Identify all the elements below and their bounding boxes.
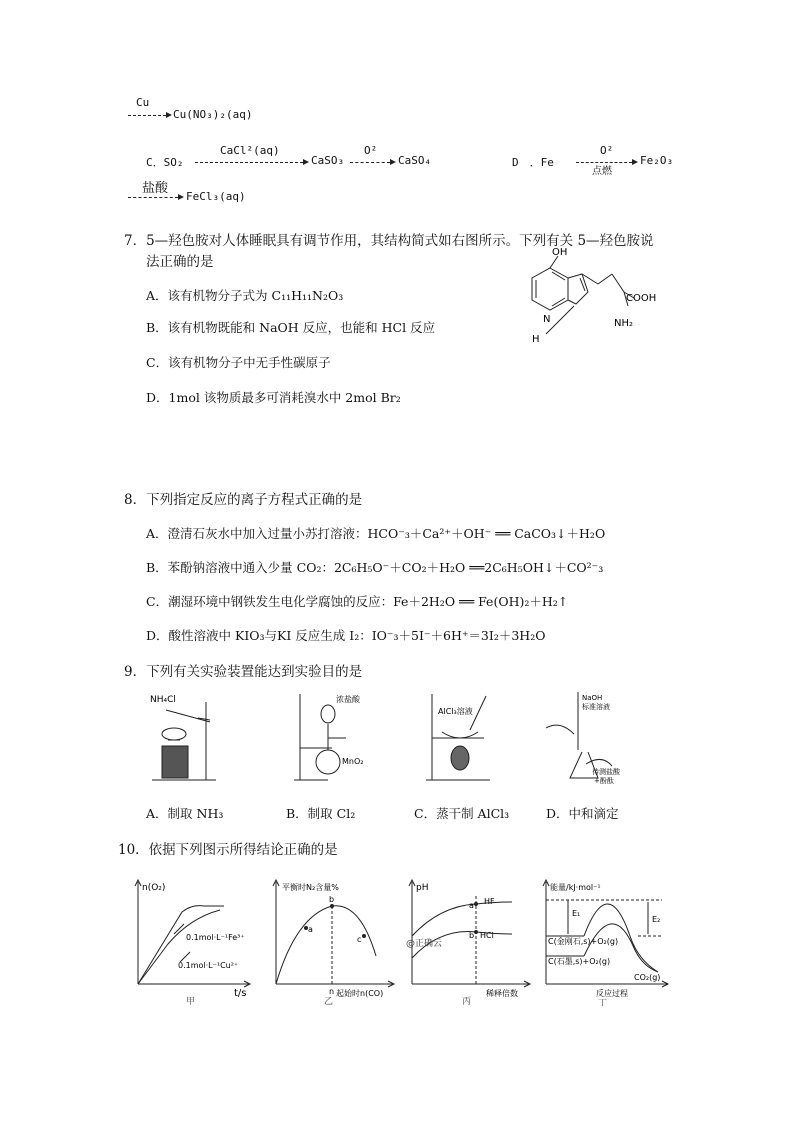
bing-watermark: @正确云 xyxy=(406,939,443,949)
arrow-head xyxy=(632,159,638,165)
apparatus-b-label1: 浓盐酸 xyxy=(336,695,360,704)
q9-caption-a[interactable]: A．制取 NH₃ xyxy=(146,806,224,821)
arrow-line xyxy=(195,162,303,163)
arrow-line xyxy=(128,115,166,116)
bing-curve1-label: HF xyxy=(484,897,495,906)
q6-line1-product: Cu(NO₃)₂(aq) xyxy=(173,108,253,121)
jia-curve2-label: 0.1mol·L⁻¹Cu²⁺ xyxy=(178,961,239,970)
q6-c-product: CaSO₄ xyxy=(398,154,432,167)
q8-option-d[interactable]: D．酸性溶液中 KIO₃与KI 反应生成 I₂：IO⁻₃＋5I⁻＋6H⁺＝3I₂＋3H₂O xyxy=(146,628,546,643)
q7-option-c[interactable]: C．该有机物分子中无手性碳原子 xyxy=(146,355,331,370)
yi-ylabel: 平衡时N₂含量% xyxy=(282,883,339,892)
yi-curve xyxy=(276,906,376,984)
serotonin-structure-figure xyxy=(516,244,676,348)
q9-stem: 9．下列有关实验装置能达到实验目的是 xyxy=(124,664,363,680)
q8-option-b[interactable]: B．苯酚钠溶液中通入少量 CO₂：2C₆H₅O⁻＋CO₂＋H₂O ══2C₆H₅OH↓＋CO²⁻₃ xyxy=(146,560,604,575)
apparatus-a-figure[interactable] xyxy=(148,690,220,786)
bing-point-a: a xyxy=(469,901,474,910)
figure-bing[interactable] xyxy=(400,876,536,1006)
struct-n-label: N xyxy=(543,314,551,325)
struct-nh2-label: NH₂ xyxy=(614,318,634,329)
q6-c-reagent2: O² xyxy=(364,144,378,157)
q8-option-c[interactable]: C．潮湿环境中钢铁发生电化学腐蚀的反应：Fe＋2H₂O ══ Fe(OH)₂＋H₂↑ xyxy=(146,594,569,609)
yi-xlabel: 起始时n(CO) xyxy=(336,989,384,998)
q6-line3-reagent: 盐酸 xyxy=(142,181,169,196)
yi-caption: 乙 xyxy=(324,997,334,1006)
apparatus-c-label: AlCl₃溶液 xyxy=(438,707,473,716)
ding-e2: E₂ xyxy=(652,915,661,924)
apparatus-a-label: NH₄Cl xyxy=(150,695,176,705)
apparatus-d-label1: NaOH xyxy=(582,694,603,702)
struct-cooh-label: COOH xyxy=(626,293,657,304)
q7-option-b[interactable]: B．该有机物既能和 NaOH 反应，也能和 HCl 反应 xyxy=(146,320,436,335)
apparatus-d-figure[interactable] xyxy=(542,690,628,786)
ding-level1: C(金刚石,s)+O₂(g) xyxy=(548,937,619,946)
arrow-head xyxy=(166,112,172,118)
yi-xtick-n: n xyxy=(329,987,335,996)
q7-option-d[interactable]: D．1mol 该物质最多可消耗溴水中 2mol Br₂ xyxy=(146,390,401,405)
q9-caption-b[interactable]: B．制取 Cl₂ xyxy=(286,806,356,821)
struct-oh-label: OH xyxy=(552,247,568,258)
jia-xlabel: t/s xyxy=(234,988,247,999)
figure-ding[interactable] xyxy=(538,876,678,1006)
struct-h-label: H xyxy=(532,334,540,345)
yi-point-a: a xyxy=(308,925,313,934)
ding-caption: 丁 xyxy=(598,999,608,1006)
arrow-line xyxy=(128,197,178,198)
bing-curve2-label: HCl xyxy=(480,931,494,940)
apparatus-b-figure[interactable] xyxy=(288,690,368,786)
bing-point-b: b xyxy=(469,931,475,940)
arrow-head xyxy=(178,194,184,200)
curve-cu2 xyxy=(138,910,220,984)
yi-point-c: c xyxy=(357,935,362,944)
q6-d-reagent-top: O² xyxy=(600,144,614,157)
curve-fe3 xyxy=(138,906,224,984)
q6-d-reagent-bottom: 点燃 xyxy=(592,166,612,177)
ding-level2: C(石墨,s)+O₂(g) xyxy=(548,957,611,966)
jia-curve1-label: 0.1mol·L⁻¹Fe³⁺ xyxy=(186,933,245,942)
q6-c-reagent1: CaCl²(aq) xyxy=(220,144,280,157)
benzene-ring xyxy=(532,268,568,310)
q6-line1-reagent: Cu xyxy=(136,96,150,109)
ding-level3: CO₂(g) xyxy=(634,973,661,982)
q7-stem-line1: 7．5—羟色胺对人体睡眠具有调节作用，其结构简式如右图所示。下列有关 5—羟色胺说 xyxy=(124,233,654,249)
ding-xlabel: 反应过程 xyxy=(596,989,628,998)
bing-caption: 丙 xyxy=(462,997,472,1006)
bing-xlabel: 稀释倍数 xyxy=(486,989,518,998)
apparatus-c-figure[interactable] xyxy=(420,690,500,786)
q8-option-a[interactable]: A．澄清石灰水中加入过量小苏打溶液：HCO⁻₃＋Ca²⁺＋OH⁻ ══ CaCO₃↓＋H₂O xyxy=(146,526,606,541)
q7-stem-line2: 法正确的是 xyxy=(146,254,214,270)
apparatus-b-label2: MnO₂ xyxy=(342,757,364,766)
ding-e1: E₁ xyxy=(572,909,581,918)
apparatus-d-label2: 标准溶液 xyxy=(582,703,610,711)
q6-line3-product: FeCl₃(aq) xyxy=(186,190,246,203)
bing-ylabel: pH xyxy=(416,883,429,893)
apparatus-d-label3: 待测盐酸 xyxy=(592,768,620,776)
pyrrole-ring xyxy=(568,274,588,304)
figure-yi[interactable] xyxy=(266,876,402,1006)
apparatus-d-label4: +酚酞 xyxy=(594,777,614,785)
q6-d-product: Fe₂O₃ xyxy=(640,154,674,167)
arrow-head xyxy=(303,159,309,165)
q8-stem: 8．下列指定反应的离子方程式正确的是 xyxy=(124,492,363,508)
q6-option-d-label: D ．Fe xyxy=(512,156,554,169)
q9-caption-d[interactable]: D．中和滴定 xyxy=(546,806,619,821)
arrow-head xyxy=(390,159,396,165)
arrow-line xyxy=(350,162,390,163)
q10-stem: 10．依据下列图示所得结论正确的是 xyxy=(118,842,338,858)
figure-jia[interactable] xyxy=(120,876,260,1006)
bing-curve-hf xyxy=(412,902,512,936)
jia-caption: 甲 xyxy=(186,997,196,1006)
q6-c-mid: CaSO₃ xyxy=(311,154,345,167)
q9-caption-c[interactable]: C．蒸干制 AlCl₃ xyxy=(414,806,510,821)
jia-ylabel: n(O₂) xyxy=(142,883,166,893)
ding-ylabel: 能量/kJ·mol⁻¹ xyxy=(550,883,601,892)
yi-point-b: b xyxy=(329,895,335,904)
q7-option-a[interactable]: A．该有机物分子式为 C₁₁H₁₁N₂O₃ xyxy=(146,288,344,303)
q6-option-c-label: C．SO₂ xyxy=(146,156,184,169)
